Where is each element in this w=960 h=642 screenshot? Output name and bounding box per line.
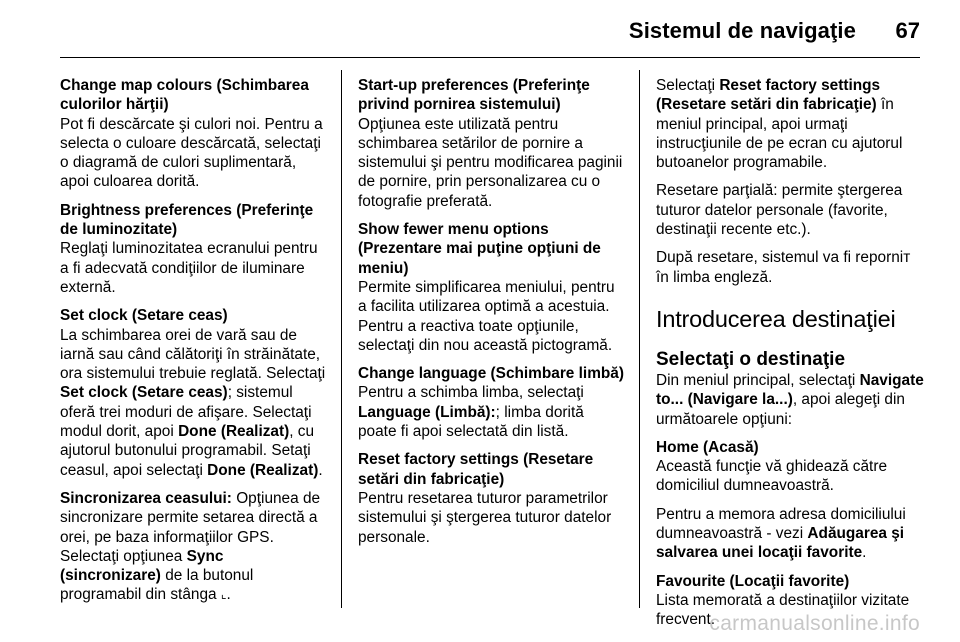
column-2 <box>358 76 624 556</box>
text-run: Opţiunea de sincronizare permite setarea directă a orei, pe baza informaţiilor GPS. Selectaţi opţiunea <box>60 489 321 565</box>
section-title: Set clock (Setare ceas) <box>60 307 228 325</box>
bold-run: Language (Limbă): <box>358 403 496 421</box>
section-text: Permite simplificarea meniului, pentru a facilita utilizarea optimă a acestuia. Pentru a reactiva toate opţiunile, selectaţi din nou această pictogramă. <box>358 278 615 354</box>
page-number: 67 <box>895 18 920 43</box>
text-run: . <box>862 544 867 562</box>
text-run: Din meniul principal, selectaţi <box>656 371 860 389</box>
page-title: Sistemul de navigaţie <box>628 18 856 43</box>
text-run: în meniul principal, apoi urmaţi instrucţiunile de pe ecran cu ajutorul butoanelor programabile. <box>656 96 903 172</box>
section-text <box>358 383 624 441</box>
paragraph-partial-reset: Resetare parţială: permite ştergerea tuturor datelor personale (favorite, destinaţii recente etc.). <box>656 182 903 239</box>
section-startup-preferences <box>358 76 624 211</box>
section-text: Lista memorată a destinaţiilor vizitate frecvent. <box>656 591 910 629</box>
paragraph-navigate-to <box>656 371 924 429</box>
section-change-map-colours <box>60 76 326 192</box>
bold-run: Done (Realizat) <box>178 423 290 441</box>
text-run: La schimbarea orei de vară sau de iarnă sau când călătoriţi în străinătate, ora sistemului trebuie reglată. Selectaţi <box>60 326 326 383</box>
section-brightness-preferences <box>60 201 326 297</box>
text-run: ; limba dorită poate fi apoi selectată din listă. <box>358 403 584 441</box>
section-text: Pentru resetarea tuturor parametrilor sistemului şi ştergerea tuturor datelor personale. <box>358 489 612 546</box>
softkey-left-icon: ⌞ <box>220 587 227 602</box>
section-change-language <box>358 364 624 441</box>
text-run: Pentru a memora adresa domiciliului dumneavoastră - vezi <box>656 505 906 543</box>
section-home <box>656 438 924 496</box>
column-divider-2 <box>639 70 640 608</box>
bold-run: Done (Realizat) <box>207 461 319 479</box>
paragraph-reset-instructions <box>656 76 924 172</box>
subsection-heading: Selectaţi o destinaţie <box>656 348 846 370</box>
section-text: Pot fi descărcate şi culori noi. Pentru a selecta o culoare descărcată, selectaţi o diagramă de culori suplimentară, apoi culoarea dorită. <box>60 115 323 191</box>
text-run: , cu ajutorul butonului programabil. Setaţi ceasul, apoi selectaţi <box>60 423 315 479</box>
section-title: Favourite (Locaţii favorite) <box>656 572 850 590</box>
section-title: Home (Acasă) <box>656 438 759 456</box>
section-title: Reset factory settings (Resetare setări din fabricaţie) <box>358 451 594 488</box>
text-run: ; sistemul oferă trei moduri de afişare. Selectaţi modul dorit, apoi <box>60 384 312 441</box>
bold-run: Reset factory settings (Resetare setări din fabricaţie) <box>656 77 881 114</box>
paragraph-after-reset: După resetare, sistemul va fi reporniт în limba engleză. <box>656 249 911 286</box>
text-run: , apoi alegeţi din următoarele opţiuni: <box>656 391 905 428</box>
section-text <box>60 326 326 480</box>
section-title: Brightness preferences (Preferinţe de luminozitate) <box>60 201 314 239</box>
bold-run: Adăugarea şi salvarea unei locaţii favorite <box>656 525 905 562</box>
text-run: . <box>318 461 323 479</box>
section-title: Change map colours (Schimbarea culorilor hărţii) <box>60 77 309 114</box>
section-title: Show fewer menu options (Prezentare mai puţine opţiuni de meniu) <box>358 221 601 277</box>
bold-run: Set clock (Setare ceas) <box>60 384 228 402</box>
text-run: . <box>226 586 231 604</box>
watermark: carmanualsonline.info <box>709 612 920 635</box>
section-reset-factory-settings <box>358 450 624 546</box>
section-title: Start-up preferences (Preferinţe privind pornirea sistemului) <box>358 77 590 114</box>
text-run: Pentru a schimba limba, selectaţi <box>358 384 584 402</box>
bold-run: Navigate to... (Navigare la...) <box>656 371 924 409</box>
section-heading: Introducerea destinaţiei <box>656 305 896 332</box>
section-text: Reglaţi luminozitatea ecranului pentru a fi adecvată condiţiilor de iluminare externă. <box>60 240 318 296</box>
section-set-clock <box>60 306 326 480</box>
section-text: Această funcţie vă ghidează către domiciliul dumneavoastră. <box>656 458 888 495</box>
section-clock-sync <box>60 489 326 605</box>
section-fewer-menu-options <box>358 220 624 355</box>
bold-run: Sync (sincronizare) <box>60 547 224 585</box>
header-divider <box>60 57 920 58</box>
column-3 <box>656 76 924 639</box>
column-divider-1 <box>341 70 342 608</box>
inline-title: Sincronizarea ceasului: <box>60 489 232 507</box>
paragraph-save-home <box>656 505 924 563</box>
column-1 <box>60 76 326 614</box>
page-header <box>0 0 960 56</box>
section-text: Opţiunea este utilizată pentru schimbarea setărilor de pornire a sistemului şi pentru modificarea paginii de pornire, prin personalizarea cu o fotografie preferată. <box>358 115 623 210</box>
text-run: de la butonul programabil din stânga <box>60 567 254 604</box>
section-title: Change language (Schimbare limbă) <box>358 365 624 383</box>
text-run: Selectaţi <box>656 77 720 94</box>
